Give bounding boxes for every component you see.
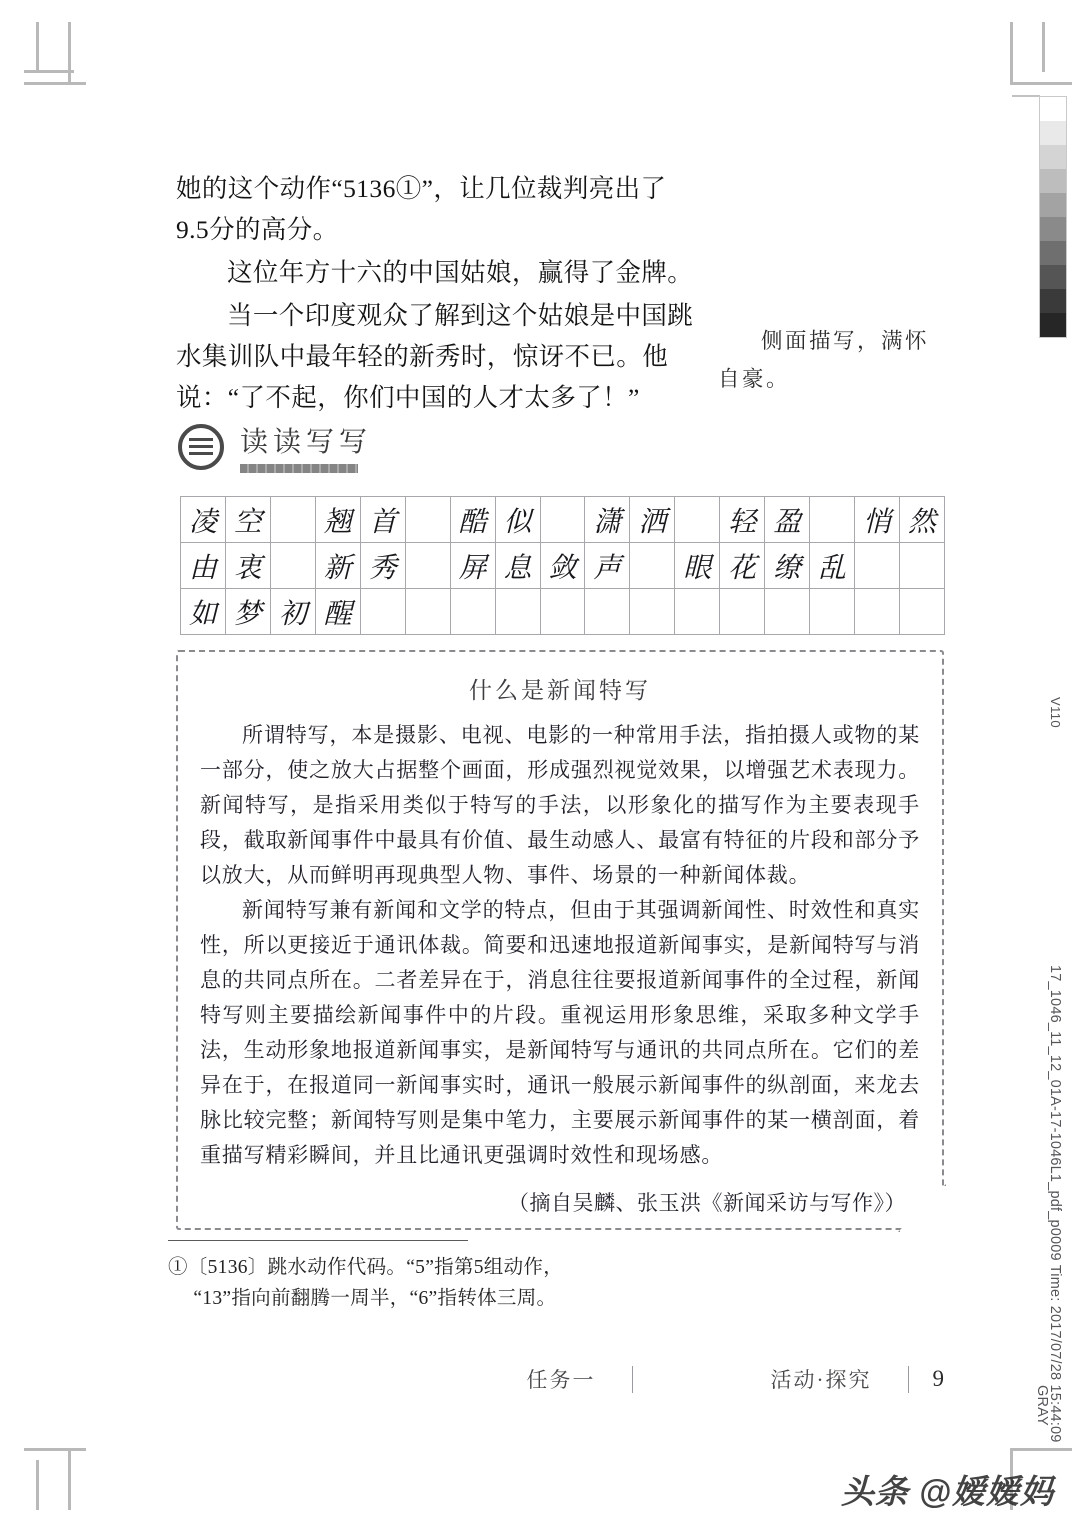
article-title: 什么是新闻特写 [469, 678, 651, 703]
grid-cell [720, 589, 765, 635]
grid-cell: 酷 [450, 497, 495, 543]
color-mode-mark: GRAY [1034, 1385, 1050, 1426]
section-underline [240, 464, 358, 473]
grid-cell: 屏 [450, 543, 495, 589]
grayscale-step-6 [1040, 241, 1066, 265]
grid-cell [495, 589, 540, 635]
grayscale-step-8 [1040, 289, 1066, 313]
version-mark: V110 [1048, 697, 1063, 728]
footnote-line-1: ①〔5136〕跳水动作代码。“5”指第5组动作， [168, 1257, 564, 1278]
grid-cell: 然 [900, 497, 945, 543]
watermark [841, 1466, 1054, 1513]
grayscale-step-4 [1040, 193, 1066, 217]
grid-cell: 空 [225, 497, 270, 543]
grid-cell [270, 543, 315, 589]
footer-divider-1 [632, 1366, 633, 1393]
footnote-rule [168, 1240, 468, 1241]
watermark-brand: 头条 [840, 1473, 909, 1510]
page-footer [176, 1364, 944, 1394]
grid-cell: 潇 [585, 497, 630, 543]
crop-mark-top-right-v2 [1042, 22, 1045, 72]
grid-cell [855, 589, 900, 635]
grid-cell [270, 497, 315, 543]
grid-cell: 首 [360, 497, 405, 543]
grid-cell [540, 497, 585, 543]
footnote-line-2: “13”指向前翻腾一周半，“6”指转体三周。 [193, 1288, 557, 1309]
footer-unit-label: 活动·探究 [770, 1368, 872, 1392]
grid-cell: 梦 [225, 589, 270, 635]
grid-cell: 如 [181, 589, 226, 635]
page-number: 9 [932, 1366, 944, 1391]
article-body [200, 718, 920, 1217]
grid-cell: 轻 [720, 497, 765, 543]
grid-cell [810, 589, 855, 635]
grid-cell: 花 [720, 543, 765, 589]
grid-cell: 似 [495, 497, 540, 543]
grid-cell: 声 [585, 543, 630, 589]
grid-cell [360, 589, 405, 635]
grayscale-step-3 [1040, 169, 1066, 193]
grid-cell [810, 497, 855, 543]
footnote [168, 1252, 688, 1314]
grayscale-step-9 [1040, 313, 1066, 337]
grid-cell [855, 543, 900, 589]
word-practice-grid [180, 496, 945, 635]
grid-cell [675, 497, 720, 543]
grid-cell [630, 543, 675, 589]
grid-cell [450, 589, 495, 635]
article-paragraph-2: 新闻特写兼有新闻和文学的特点，但由于其强调新闻性、时效性和真实性，所以更接近于通讯体裁。简要和迅速地报道新闻事实，是新闻特写与消息的共同点所在。二者差异在于，消息往往要报道新闻事件的全过程，新闻特写则主要描绘新闻事件中的片段。重视运用形象思维，采取多种文学手法，生动形象地报道新闻事实，是新闻特写与通讯的共同点所在。它们的差异在于，在报道同一新闻事实时，通讯一般展示新闻事件的纵剖面，来龙去脉比较完整；新闻特写则是集中笔力，主要展示新闻事件的某一横剖面，着重描写精彩瞬间，并且比通讯更强调时效性和现场感。 [200, 898, 920, 1167]
crop-mark-top-left-v2 [36, 22, 39, 72]
body-paragraph-1: 她的这个动作“5136①”，让几位裁判亮出了9.5分的高分。 [176, 174, 667, 244]
grid-cell: 衷 [225, 543, 270, 589]
crop-mark-top-right-h [1010, 82, 1072, 85]
grayscale-calibration-strip [1039, 96, 1067, 338]
grid-cell: 盈 [765, 497, 810, 543]
grid-cell [630, 589, 675, 635]
grid-row [181, 497, 945, 543]
grid-cell [675, 589, 720, 635]
section-header [178, 420, 372, 473]
grayscale-step-7 [1040, 265, 1066, 289]
grid-cell: 悄 [855, 497, 900, 543]
article-source: （摘自吴麟、张玉洪《新闻采访与写作》） [508, 1191, 906, 1215]
grid-cell [585, 589, 630, 635]
grid-cell: 息 [495, 543, 540, 589]
grid-cell: 洒 [630, 497, 675, 543]
grayscale-step-5 [1040, 217, 1066, 241]
grid-cell: 眼 [675, 543, 720, 589]
grid-cell: 凌 [181, 497, 226, 543]
crop-mark-top-left-h [24, 82, 86, 85]
grid-cell [405, 497, 450, 543]
grayscale-step-2 [1040, 145, 1066, 169]
three-bars-circle-icon [178, 424, 224, 470]
grid-cell [765, 589, 810, 635]
crop-mark-top-left-h2 [24, 70, 74, 73]
grid-row [181, 543, 945, 589]
grayscale-strip-leader [1012, 95, 1040, 97]
margin-annotation [718, 322, 948, 398]
grayscale-step-1 [1040, 121, 1066, 145]
footer-task-label: 任务一 [526, 1368, 596, 1392]
grid-cell: 由 [181, 543, 226, 589]
watermark-handle: @嫒嫒妈 [918, 1473, 1054, 1510]
crop-mark-bottom-left-v2 [36, 1460, 39, 1510]
grid-cell: 敛 [540, 543, 585, 589]
grid-cell: 秀 [360, 543, 405, 589]
sidebar-article-box [176, 650, 944, 1230]
crop-mark-bottom-left [68, 1448, 71, 1510]
crop-mark-bottom-right-h [1010, 1448, 1072, 1451]
grid-cell: 乱 [810, 543, 855, 589]
footer-divider-2 [908, 1366, 909, 1393]
section-title: 读读写写 [240, 427, 373, 458]
crop-mark-top-left [68, 22, 71, 84]
grid-cell: 醒 [315, 589, 360, 635]
body-paragraph-2: 这位年方十六的中国姑娘，赢得了金牌。 [227, 258, 694, 287]
body-text-column [176, 168, 696, 420]
grid-cell [900, 543, 945, 589]
grid-cell [900, 589, 945, 635]
article-paragraph-1: 所谓特写，本是摄影、电视、电影的一种常用手法，指拍摄人或物的某一部分，使之放大占据整个画面，形成强烈视觉效果，以增强艺术表现力。新闻特写，是指采用类似于特写的手法，以形象化的描写作为主要表现手段，截取新闻事件中最具有价值、最生动感人、最富有特征的片段和部分予以放大，从而鲜明再现典型人物、事件、场景的一种新闻体裁。 [200, 723, 920, 887]
scan-id-mark: 17_1046_11_12_01A-17-1046L1_pdf_p0009 Time: 2017/07/28 15:44:09 [1047, 965, 1063, 1443]
grid-cell: 翘 [315, 497, 360, 543]
margin-annotation-text: 侧面描写，满怀自豪。 [718, 329, 930, 391]
grid-cell [405, 589, 450, 635]
crop-mark-bottom-left-h [24, 1448, 86, 1451]
grid-cell: 缭 [765, 543, 810, 589]
grid-cell: 初 [270, 589, 315, 635]
grid-cell: 新 [315, 543, 360, 589]
grid-cell [540, 589, 585, 635]
grid-cell [405, 543, 450, 589]
body-paragraph-3: 当一个印度观众了解到这个姑娘是中国跳水集训队中最年轻的新秀时，惊讶不已。他说：“了不起，你们中国的人才太多了！” [176, 301, 694, 412]
grayscale-step-0 [1040, 97, 1066, 121]
crop-mark-top-right [1010, 22, 1013, 84]
grid-row [181, 589, 945, 635]
